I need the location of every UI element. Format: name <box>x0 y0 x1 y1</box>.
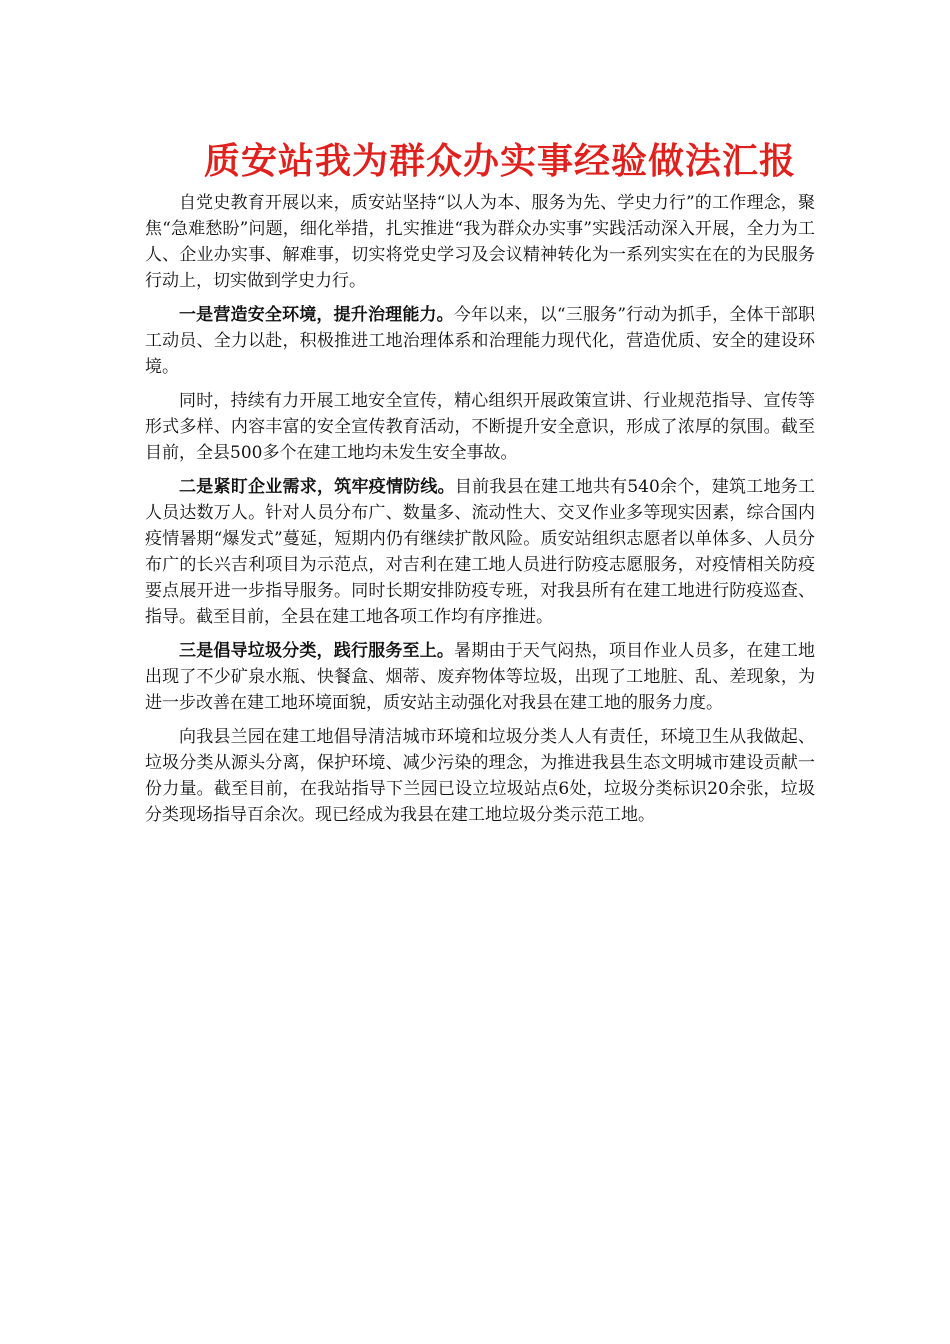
paragraph-text: 今年以来，以“三服务”行动为抓手，全体干部职工动员、全力以赴，积极推进工地治理体系和治理能力现代化，营造优质、安全的建设环境。 <box>145 305 815 377</box>
paragraph-intro <box>145 190 815 294</box>
paragraph-text: 暑期由于天气闷热，项目作业人员多，在建工地出现了不少矿泉水瓶、快餐盒、烟蒂、废弃物体等垃圾，出现了工地脏、乱、差现象，为进一步改善在建工地环境面貌，质安站主动强化对我县在建工地的服务力度。 <box>145 641 816 713</box>
paragraph-point-one <box>145 302 815 380</box>
paragraph-point-three <box>145 638 815 716</box>
paragraph-point-three-detail <box>145 724 815 828</box>
document-title: 质安站我为群众办实事经验做法汇报 <box>203 140 796 182</box>
paragraph-text: 同时，持续有力开展工地安全宣传，精心组织开展政策宣讲、行业规范指导、宣传等形式多样、内容丰富的安全宣传教育活动，不断提升安全意识，形成了浓厚的氛围。截至目前，全县500多个在建工地均未发生安全事故。 <box>145 391 815 463</box>
paragraph-lead: 二是紧盯企业需求，筑牢疫情防线。 <box>179 477 455 497</box>
paragraph-lead: 三是倡导垃圾分类，践行服务至上。 <box>179 641 455 661</box>
paragraph-text: 目前我县在建工地共有540余个，建筑工地务工人员达数万人。针对人员分布广、数量多、流动性大、交叉作业多等现实因素，综合国内疫情暑期“爆发式”蔓延，短期内仍有继续扩散风险。质安站组织志愿者以单体多、人员分布广的长兴吉利项目为示范点，对吉利在建工地人员进行防疫志愿服务，对疫情相关防疫要点展开进一步指导服务。同时长期安排防疫专班，对我县所有在建工地进行防疫巡查、指导。截至目前，全县在建工地各项工作均有序推进。 <box>145 477 815 627</box>
paragraph-point-two <box>145 474 815 630</box>
document-body <box>145 190 815 836</box>
paragraph-point-one-detail <box>145 388 815 466</box>
paragraph-text: 自党史教育开展以来，质安站坚持“以人为本、服务为先、学史力行”的工作理念，聚焦“急难愁盼”问题，细化举措，扎实推进“我为群众办实事”实践活动深入开展，全力为工人、企业办实事、解难事，切实将党史学习及会议精神转化为一系列实实在在的为民服务行动上，切实做到学史力行。 <box>145 193 815 291</box>
paragraph-lead: 一是营造安全环境，提升治理能力。 <box>179 305 454 325</box>
paragraph-text: 向我县兰园在建工地倡导清洁城市环境和垃圾分类人人有责任，环境卫生从我做起、垃圾分类从源头分离，保护环境、减少污染的理念，为推进我县生态文明城市建设贡献一份力量。截至目前，在我站指导下兰园已设立垃圾站点6处，垃圾分类标识20余张，垃圾分类现场指导百余次。现已经成为我县在建工地垃圾分类示范工地。 <box>145 727 815 825</box>
